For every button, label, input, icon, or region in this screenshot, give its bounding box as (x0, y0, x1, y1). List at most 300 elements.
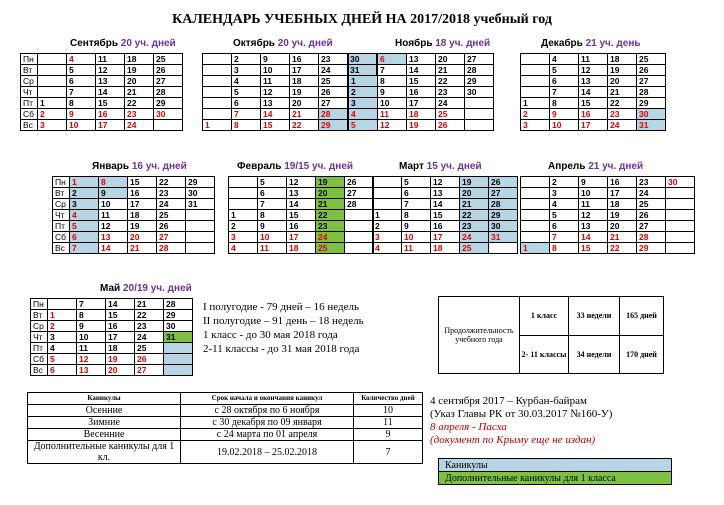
calendar-day: 14 (96, 87, 125, 98)
calendar-day (465, 98, 494, 109)
calendar-day: 22 (316, 210, 345, 221)
semester-line: II полугодие – 91 день – 18 недель (203, 315, 364, 327)
calendar-day: 31 (489, 232, 518, 243)
calendar-day (38, 65, 67, 76)
calendar-day: 10 (261, 65, 290, 76)
weekday-label: Вс (53, 243, 70, 254)
calendar-day: 2 (232, 54, 261, 65)
calendar-day: 28 (637, 87, 666, 98)
month-header (395, 38, 490, 49)
calendar-day: 28 (345, 199, 374, 210)
month-name: Апрель (548, 161, 589, 172)
vacation-period: с 28 октября по 6 ноября (181, 405, 354, 417)
calendar-day (521, 177, 550, 188)
calendar-day (465, 109, 494, 120)
calendar-day: 1 (38, 98, 67, 109)
calendar-day (349, 65, 378, 76)
calendar-day: 2 (373, 221, 402, 232)
calendar-day: 25 (316, 243, 345, 254)
calendar-day: 12 (77, 354, 106, 365)
calendar-day: 13 (287, 188, 316, 199)
calendar-day: 27 (135, 365, 164, 376)
calendar-day (489, 243, 518, 254)
holiday-decree: (Указ Главы РК от 30.03.2017 №160-У) (430, 408, 613, 420)
calendar-day: 1 (229, 210, 258, 221)
calendar-day: 4 (550, 54, 579, 65)
calendar-day: 23 (608, 109, 637, 120)
weekday-label: Чт (53, 210, 70, 221)
calendar-day: 27 (637, 76, 666, 87)
calendar-day: 7 (70, 243, 99, 254)
vacation-name: Осенние (28, 405, 181, 417)
calendar-day: 9 (378, 87, 407, 98)
calendar-day: 5 (402, 177, 431, 188)
calendar-day (186, 221, 215, 232)
calendar-day: 21 (125, 87, 154, 98)
calendar-day: 24 (637, 188, 666, 199)
calendar-day: 21 (316, 199, 345, 210)
calendar-day: 2 (38, 109, 67, 120)
calendar-day: 8 (258, 210, 287, 221)
calendar-day (154, 120, 183, 131)
calendar-day: 29 (489, 210, 518, 221)
calendar-day: 25 (135, 343, 164, 354)
calendar-day: 24 (125, 120, 154, 131)
duration-days: 170 дней (620, 335, 664, 374)
easter-note: 8 апреля - Пасха (430, 421, 507, 433)
calendar-day: 5 (349, 120, 378, 131)
calendar-day: 24 (460, 232, 489, 243)
calendar-day: 5 (70, 221, 99, 232)
calendar-day: 11 (579, 199, 608, 210)
calendar-day: 15 (579, 243, 608, 254)
calendar-day: 27 (319, 98, 348, 109)
duration-label: Продолжительность учебного года (439, 297, 520, 374)
calendar-day: 3 (229, 232, 258, 243)
calendar-day (164, 365, 193, 376)
calendar-day (521, 232, 550, 243)
calendar-day: 18 (128, 210, 157, 221)
month-header (541, 38, 641, 49)
calendar-day: 28 (157, 243, 186, 254)
calendar-day: 23 (157, 188, 186, 199)
calendar-day: 17 (608, 188, 637, 199)
calendar-day: 24 (316, 232, 345, 243)
calendar-day (349, 54, 378, 65)
month-day-count: 20/19 уч. дней (122, 283, 192, 294)
calendar-day: 1 (203, 120, 232, 131)
calendar-day: 30 (348, 54, 377, 65)
month-header (92, 161, 187, 172)
calendar-day: 7 (378, 65, 407, 76)
calendar-day: 6 (67, 76, 96, 87)
calendar-day: 1 (70, 177, 99, 188)
calendar-day: 19 (125, 65, 154, 76)
calendar-day (666, 210, 695, 221)
calendar-day: 7 (402, 199, 431, 210)
calendar-day: 13 (431, 188, 460, 199)
vacation-name: Весенние (28, 429, 181, 441)
calendar-day: 23 (637, 177, 666, 188)
calendar-day: 17 (128, 199, 157, 210)
calendar-day: 9 (550, 109, 579, 120)
weekday-label: Пн (21, 54, 38, 65)
calendar-day: 29 (319, 120, 348, 131)
calendar-day: 27 (157, 232, 186, 243)
calendar-day: 2 (349, 87, 378, 98)
calendar-day: 3 (349, 98, 378, 109)
calendar-day: 29 (637, 98, 666, 109)
calendar-day (38, 87, 67, 98)
calendar-day: 20 (436, 54, 465, 65)
vacation-name: Дополнительные каникулы для 1 кл. (28, 441, 181, 464)
calendar-day: 29 (465, 76, 494, 87)
calendar-day (203, 54, 232, 65)
semester-info (203, 300, 364, 356)
calendar-day: 23 (436, 87, 465, 98)
calendar-day: 14 (579, 232, 608, 243)
vacation-period: 19.02.2018 – 25.02.2018 (181, 441, 354, 464)
calendar-day: 3 (48, 332, 77, 343)
calendar-day (203, 109, 232, 120)
calendar-day: 15 (407, 76, 436, 87)
calendar-day: 12 (287, 177, 316, 188)
calendar-day: 7 (550, 87, 579, 98)
calendar-day: 19 (316, 177, 345, 188)
calendar-day (203, 98, 232, 109)
calendar-day: 8 (550, 243, 579, 254)
calendar-day: 23 (125, 109, 154, 120)
calendar-day: 4 (550, 199, 579, 210)
calendar-day: 19 (106, 354, 135, 365)
calendar-day: 13 (579, 221, 608, 232)
weekday-label: Вт (21, 65, 38, 76)
calendar-day: 13 (261, 98, 290, 109)
calendar-day: 3 (550, 188, 579, 199)
calendar-day: 11 (402, 243, 431, 254)
calendar-day: 17 (287, 232, 316, 243)
vacations-header: Каникулы (28, 393, 181, 405)
calendar-day: 26 (345, 177, 374, 188)
calendar-day: 2 (70, 188, 99, 199)
calendar-day: 18 (287, 243, 316, 254)
calendar-day: 4 (349, 109, 378, 120)
calendar-day: 16 (431, 221, 460, 232)
weekday-label: Вт (53, 188, 70, 199)
month-name: Декабрь (541, 38, 586, 49)
duration-grade: 2- 11 классы (520, 335, 569, 374)
calendar-day: 26 (637, 210, 666, 221)
calendar-day: 9 (261, 54, 290, 65)
calendar-day: 30 (164, 321, 193, 332)
calendar-day: 17 (431, 232, 460, 243)
vacation-row (28, 417, 423, 429)
month-day-count: 16 уч. дней (131, 161, 187, 172)
legend-vacations: Каникулы (439, 459, 672, 472)
calendar-day (666, 232, 695, 243)
calendar-day: 21 (608, 87, 637, 98)
calendar-day: 12 (431, 177, 460, 188)
calendar-day: 3 (232, 65, 261, 76)
calendar-day: 9 (258, 221, 287, 232)
calendar-day (465, 120, 494, 131)
calendar-day: 29 (154, 98, 183, 109)
calendar-day: 23 (135, 321, 164, 332)
calendar-day: 17 (106, 332, 135, 343)
calendar-day: 6 (232, 98, 261, 109)
calendar-day: 3 (38, 120, 67, 131)
vacation-period: с 30 декабря по 09 января (181, 417, 354, 429)
weekday-label: Ср (31, 321, 48, 332)
calendar-day (666, 221, 695, 232)
calendar-day: 16 (106, 321, 135, 332)
calendar-day: 14 (407, 65, 436, 76)
calendar-day (38, 76, 67, 87)
month-day-count: 21 уч. день (585, 38, 641, 49)
calendar-day: 9 (579, 177, 608, 188)
calendar-day: 9 (99, 188, 128, 199)
calendar-day: 6 (258, 188, 287, 199)
calendar-day: 11 (261, 76, 290, 87)
calendar-day: 25 (154, 54, 183, 65)
semester-line: 1 класс - до 30 мая 2018 года (203, 329, 338, 341)
calendar-day: 5 (48, 354, 77, 365)
calendar-day: 11 (579, 54, 608, 65)
calendar-day (373, 177, 402, 188)
calendar-day (666, 188, 695, 199)
month-day-count: 20 уч. дней (120, 38, 176, 49)
calendar-day: 3 (521, 120, 550, 131)
calendar-day: 1 (521, 243, 550, 254)
calendar-day: 14 (106, 299, 135, 310)
calendar-day (345, 243, 374, 254)
month-name: Май (100, 283, 123, 294)
calendar-day (521, 221, 550, 232)
calendar-day: 12 (99, 221, 128, 232)
calendar-day: 12 (261, 87, 290, 98)
calendar-day: 7 (77, 299, 106, 310)
calendar-day (521, 210, 550, 221)
calendar-day: 19 (460, 177, 489, 188)
calendar-day (186, 243, 215, 254)
calendar-day: 8 (378, 76, 407, 87)
calendar-day: 2 (550, 177, 579, 188)
month-header (70, 38, 176, 49)
calendar-day: 25 (319, 76, 348, 87)
calendar-day: 30 (186, 188, 215, 199)
month-header (233, 38, 333, 49)
month-name: Ноябрь (395, 38, 436, 49)
calendar-day: 21 (135, 299, 164, 310)
calendar-day (38, 54, 67, 65)
weekday-label: Вт (31, 310, 48, 321)
weekday-label: Пн (53, 177, 70, 188)
calendar-day (521, 87, 550, 98)
calendar-day: 16 (407, 87, 436, 98)
calendar-day (345, 210, 374, 221)
calendar-day: 2 (521, 109, 550, 120)
calendar-day: 27 (637, 221, 666, 232)
month-day-count: 19/15 уч. дней (284, 161, 354, 172)
vacation-row (28, 441, 423, 464)
calendar-day: 25 (157, 210, 186, 221)
calendar-day: 7 (67, 87, 96, 98)
calendar-day: 30 (637, 109, 666, 120)
calendar-day: 18 (106, 343, 135, 354)
vacation-name: Зимние (28, 417, 181, 429)
calendar-day: 30 (489, 221, 518, 232)
calendar-day: 15 (106, 310, 135, 321)
month-calendar (30, 298, 193, 376)
calendar-day: 28 (154, 87, 183, 98)
calendar-day (164, 354, 193, 365)
weekday-label: Ср (53, 199, 70, 210)
calendar-day: 22 (608, 243, 637, 254)
calendar-day: 20 (125, 76, 154, 87)
calendar-day: 5 (67, 65, 96, 76)
calendar-day (229, 199, 258, 210)
calendar-day: 23 (316, 221, 345, 232)
calendar-day: 21 (436, 65, 465, 76)
calendar-day: 20 (290, 98, 319, 109)
calendar-day: 28 (164, 299, 193, 310)
calendar-day: 14 (99, 243, 128, 254)
calendar-day: 30 (465, 87, 494, 98)
calendar-day: 4 (70, 210, 99, 221)
vacation-row (28, 429, 423, 441)
calendar-day: 10 (99, 199, 128, 210)
calendar-day (48, 299, 77, 310)
calendar-day: 15 (431, 210, 460, 221)
calendar-day: 15 (579, 98, 608, 109)
calendar-day: 13 (407, 54, 436, 65)
weekday-label: Пн (31, 299, 48, 310)
weekday-label: Сб (31, 354, 48, 365)
calendar-day: 30 (154, 109, 183, 120)
calendar-day: 16 (579, 109, 608, 120)
calendar-day: 11 (378, 109, 407, 120)
month-calendar (520, 176, 695, 254)
calendar-day: 22 (608, 98, 637, 109)
legend-extra-vacations: Дополнительные каникулы для 1 класса (439, 472, 672, 485)
calendar-day: 27 (465, 54, 494, 65)
legend (438, 458, 672, 485)
calendar-day: 5 (232, 87, 261, 98)
weekday-label: Чт (21, 87, 38, 98)
calendar-day: 23 (319, 54, 348, 65)
calendar-day: 1 (349, 76, 378, 87)
month-name: Февраль (237, 161, 285, 172)
calendar-day (186, 210, 215, 221)
calendar-day: 4 (67, 54, 96, 65)
calendar-day: 6 (402, 188, 431, 199)
calendar-day: 26 (319, 87, 348, 98)
calendar-day: 31 (637, 120, 666, 131)
duration-weeks: 34 недели (569, 335, 620, 374)
calendar-day: 7 (550, 232, 579, 243)
calendar-day: 1 (48, 310, 77, 321)
calendar-day: 9 (77, 321, 106, 332)
calendar-day: 2 (229, 221, 258, 232)
calendar-day: 24 (319, 65, 348, 76)
calendar-day: 10 (402, 232, 431, 243)
calendar-day (521, 65, 550, 76)
weekday-label: Пт (21, 98, 38, 109)
calendar-day: 9 (402, 221, 431, 232)
calendar-day: 17 (407, 98, 436, 109)
calendar-day: 28 (319, 109, 348, 120)
vacation-days: 10 (354, 405, 423, 417)
calendar-day: 26 (436, 120, 465, 131)
weekday-label: Пт (53, 221, 70, 232)
calendar-day: 19 (608, 65, 637, 76)
calendar-day (186, 232, 215, 243)
calendar-day: 12 (96, 65, 125, 76)
calendar-day: 24 (157, 199, 186, 210)
calendar-day: 2 (48, 321, 77, 332)
calendar-day: 15 (96, 98, 125, 109)
calendar-day (203, 65, 232, 76)
calendar-day (666, 199, 695, 210)
weekday-label: Пт (31, 343, 48, 354)
weekday-label: Чт (31, 332, 48, 343)
month-name: Октябрь (233, 38, 278, 49)
calendar-day: 16 (128, 188, 157, 199)
calendar-day: 7 (258, 199, 287, 210)
calendar-day: 26 (135, 354, 164, 365)
vacation-days: 9 (354, 429, 423, 441)
calendar-day (345, 232, 374, 243)
calendar-day: 22 (436, 76, 465, 87)
calendar-day: 25 (637, 199, 666, 210)
calendar-day: 1 (521, 98, 550, 109)
month-name: Январь (92, 161, 132, 172)
calendar-day: 8 (99, 177, 128, 188)
calendar-day: 10 (77, 332, 106, 343)
month-day-count: 20 уч. дней (277, 38, 333, 49)
month-calendar (20, 53, 183, 131)
calendar-day: 18 (407, 109, 436, 120)
calendar-day: 26 (489, 177, 518, 188)
calendar-day (203, 76, 232, 87)
calendar-day: 8 (550, 98, 579, 109)
calendar-day: 1 (373, 210, 402, 221)
duration-table (438, 296, 664, 374)
holiday-note: 4 сентября 2017 – Курбан-байрам (430, 395, 587, 407)
calendar-day: 16 (290, 54, 319, 65)
calendar-day: 11 (77, 343, 106, 354)
calendar-day: 13 (579, 76, 608, 87)
calendar-day: 26 (637, 65, 666, 76)
calendar-day: 13 (96, 76, 125, 87)
calendar-day: 8 (232, 120, 261, 131)
calendar-day: 4 (232, 76, 261, 87)
calendar-day: 4 (229, 243, 258, 254)
calendar-day: 26 (157, 221, 186, 232)
calendar-day (229, 188, 258, 199)
calendar-day: 21 (608, 232, 637, 243)
vacations-header: Количество дней (354, 393, 423, 405)
calendar-day: 22 (135, 310, 164, 321)
month-calendar (372, 176, 518, 254)
calendar-day: 18 (290, 76, 319, 87)
calendar-day (521, 54, 550, 65)
vacation-days: 11 (354, 417, 423, 429)
calendar-day: 5 (550, 210, 579, 221)
month-day-count: 18 уч. дней (435, 38, 491, 49)
calendar-day: 27 (345, 188, 374, 199)
calendar-day (345, 221, 374, 232)
